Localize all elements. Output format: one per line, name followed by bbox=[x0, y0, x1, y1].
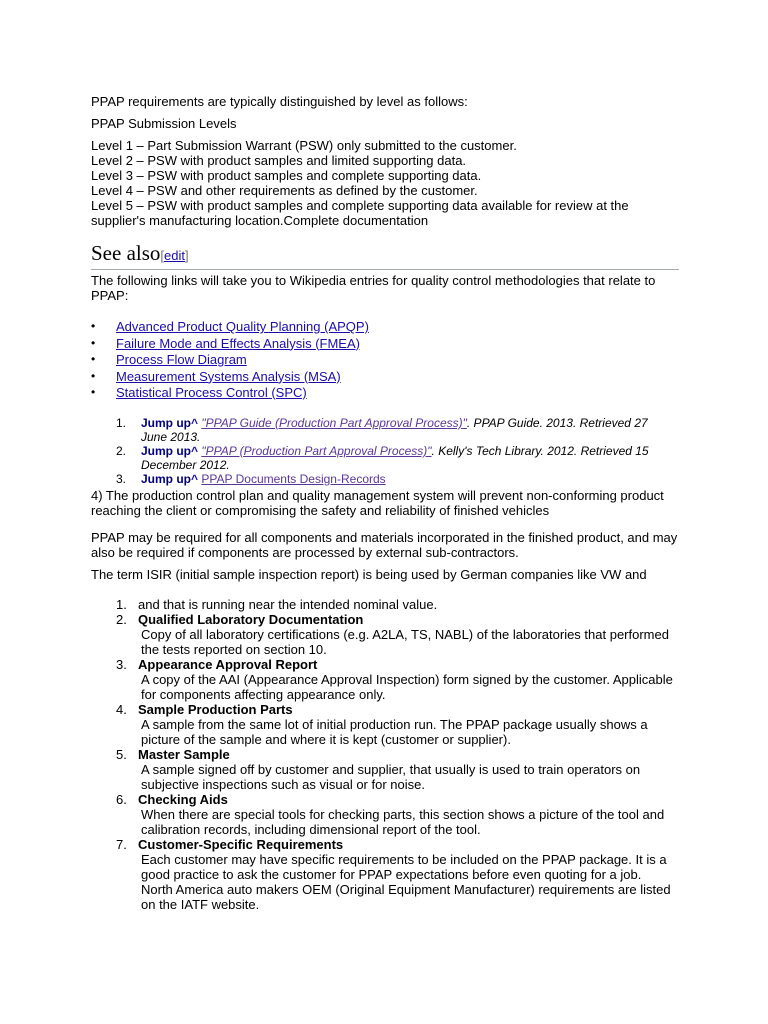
list-item bbox=[91, 319, 369, 336]
paragraph-isir: The term ISIR (initial sample inspection report) is being used by German companies like VW and bbox=[91, 567, 647, 582]
link-apqp[interactable]: Advanced Product Quality Planning (APQP) bbox=[116, 319, 369, 334]
list-item: 6. Checking Aids When there are special tools for checking parts, this section shows a picture of the tool and calibration records, including dimensional report of the tool. bbox=[116, 792, 676, 837]
item-text: and that is running near the intended nominal value. bbox=[138, 597, 438, 612]
see-also-heading bbox=[91, 241, 679, 270]
level-5: Level 5 – PSW with product samples and complete supporting data available for review at the supplier's manufacturing location.Complete documentation bbox=[91, 198, 629, 228]
citation-link[interactable]: "PPAP Guide (Production Part Approval Process)" bbox=[201, 416, 467, 430]
see-also-links bbox=[91, 319, 369, 402]
item-title: Qualified Laboratory Documentation bbox=[138, 612, 364, 627]
item-description: Each customer may have specific requirements to be included on the PPAP package. It is a good practice to ask the customer for PPAP expectations before even quoting for a job. North America auto makers OEM (Original Equipment Manufacturer) requirements are listed on the IATF website. bbox=[141, 852, 671, 912]
item-description: When there are special tools for checking parts, this section shows a picture of the tool and calibration records, including dimensional report of the tool. bbox=[141, 807, 665, 837]
link-spc[interactable]: Statistical Process Control (SPC) bbox=[116, 385, 307, 400]
list-item: 7. Customer-Specific Requirements Each customer may have specific requirements to be included on the PPAP package. It is a good practice to ask the customer for PPAP expectations before even quoting for a job. North America auto makers OEM (Original Equipment Manufacturer) requirements are listed on the IATF website. bbox=[116, 837, 676, 912]
reference-item: 3. Jump up^ PPAP Documents Design-Records bbox=[116, 472, 386, 486]
paragraph-control-plan: 4) The production control plan and quality management system will prevent non-conforming product reaching the client or compromising the safety and reliability of finished vehicles bbox=[91, 488, 664, 518]
list-item: 3. Appearance Approval Report A copy of the AAI (Appearance Approval Inspection) form signed by the customer. Applicable for components affecting appearance only. bbox=[116, 657, 676, 702]
jump-up-link[interactable]: Jump up bbox=[141, 472, 191, 486]
reference-item: 1. Jump up^ "PPAP Guide (Production Part Approval Process)". PPAP Guide. 2013. Retrieved 27 June 2013. bbox=[116, 416, 648, 444]
level-4: Level 4 – PSW and other requirements as defined by the customer. bbox=[91, 183, 478, 198]
list-item bbox=[91, 385, 369, 402]
edit-section: [edit] bbox=[160, 248, 189, 263]
list-item: 2. Qualified Laboratory Documentation Copy of all laboratory certifications (e.g. A2LA, TS, NABL) of the laboratories that performed the tests reported on section 10. bbox=[116, 612, 676, 657]
list-item: 5. Master Sample A sample signed off by customer and supplier, that usually is used to train operators on subjective inspections such as visual or for noise. bbox=[116, 747, 676, 792]
citation-link[interactable]: "PPAP (Production Part Approval Process)" bbox=[201, 444, 432, 458]
references-list bbox=[116, 416, 676, 486]
caret-icon[interactable]: ^ bbox=[191, 444, 199, 458]
level-2: Level 2 – PSW with product samples and limited supporting data. bbox=[91, 153, 467, 168]
item-description: A sample from the same lot of initial production run. The PPAP package usually shows a picture of the sample and where it is kept (customer or supplier). bbox=[141, 717, 648, 747]
jump-up-link[interactable]: Jump up bbox=[141, 444, 191, 458]
item-title: Checking Aids bbox=[138, 792, 228, 807]
list-item: 4. Sample Production Parts A sample from the same lot of initial production run. The PPAP package usually shows a picture of the sample and where it is kept (customer or supplier). bbox=[116, 702, 676, 747]
submission-levels-label: PPAP Submission Levels bbox=[91, 116, 237, 131]
item-title: Sample Production Parts bbox=[138, 702, 293, 717]
see-also-intro: The following links will take you to Wikipedia entries for quality control methodologies that relate to PPAP: bbox=[91, 273, 656, 303]
item-title: Customer-Specific Requirements bbox=[138, 837, 344, 852]
caret-icon[interactable]: ^ bbox=[191, 416, 199, 430]
reference-item: 2. Jump up^ "PPAP (Production Part Approval Process)". Kelly's Tech Library. 2012. Retrieved 15 December 2012. bbox=[116, 444, 649, 472]
list-item: 1. and that is running near the intended nominal value. bbox=[116, 597, 676, 612]
level-1: Level 1 – Part Submission Warrant (PSW) only submitted to the customer. bbox=[91, 138, 517, 153]
link-fmea[interactable]: Failure Mode and Effects Analysis (FMEA) bbox=[116, 335, 360, 351]
item-description: A copy of the AAI (Appearance Approval Inspection) form signed by the customer. Applicable for components affecting appearance only. bbox=[141, 672, 673, 702]
list-item bbox=[91, 352, 369, 369]
paragraph-ppap-required: PPAP may be required for all components and materials incorporated in the finished product, and may also be required if components are processed by external sub-contractors. bbox=[91, 530, 678, 560]
item-title: Appearance Approval Report bbox=[138, 657, 318, 672]
level-3: Level 3 – PSW with product samples and complete supporting data. bbox=[91, 168, 482, 183]
intro-line: PPAP requirements are typically distinguished by level as follows: bbox=[91, 94, 468, 109]
item-description: Copy of all laboratory certifications (e.g. A2LA, TS, NABL) of the laboratories that performed the tests reported on section 10. bbox=[141, 627, 669, 657]
edit-link[interactable]: edit bbox=[164, 248, 185, 263]
ppap-documents-link[interactable]: PPAP Documents Design-Records bbox=[201, 472, 386, 486]
list-item bbox=[91, 336, 369, 353]
see-also-title: See also bbox=[91, 241, 161, 265]
link-process-flow[interactable]: Process Flow Diagram bbox=[116, 352, 247, 367]
item-title: Master Sample bbox=[138, 747, 230, 762]
levels-list bbox=[91, 138, 666, 228]
caret-icon[interactable]: ^ bbox=[191, 472, 199, 486]
link-msa[interactable]: Measurement Systems Analysis (MSA) bbox=[116, 368, 341, 384]
jump-up-link[interactable]: Jump up bbox=[141, 416, 191, 430]
documentation-items bbox=[116, 597, 676, 912]
item-description: A sample signed off by customer and supplier, that usually is used to train operators on subjective inspections such as visual or for noise. bbox=[141, 762, 641, 792]
list-item bbox=[91, 369, 369, 386]
